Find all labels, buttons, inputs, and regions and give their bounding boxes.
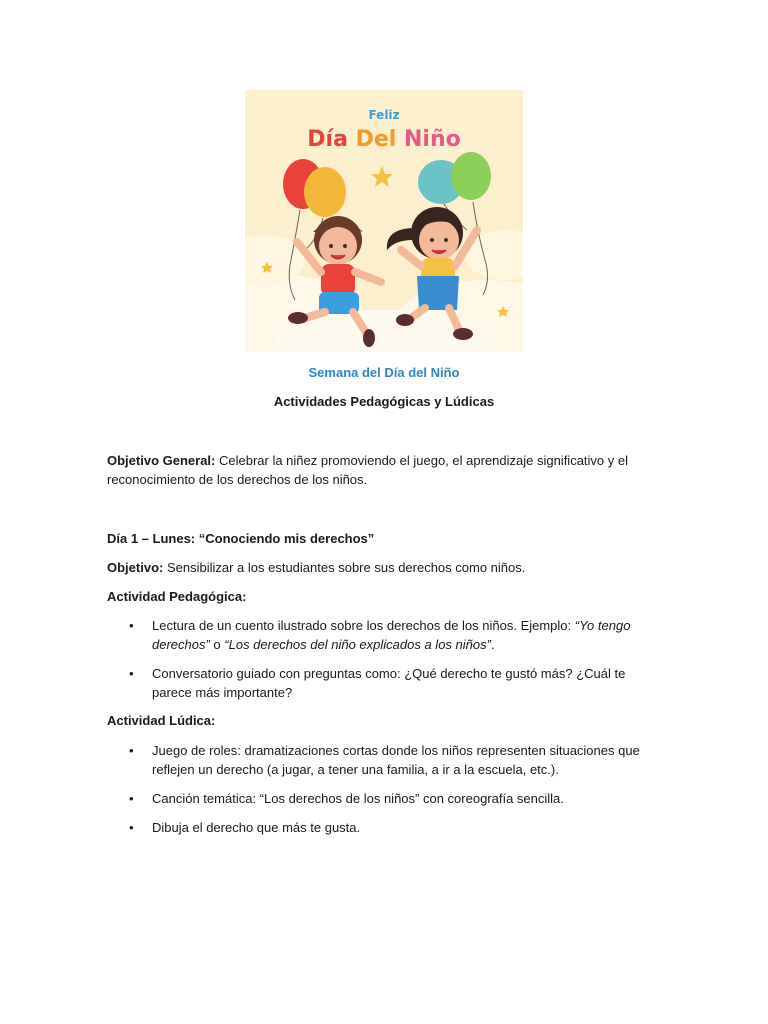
bullet-icon: • bbox=[129, 791, 134, 806]
list-item bbox=[107, 616, 647, 654]
yellow-balloon bbox=[304, 167, 346, 217]
list-item-text: Canción temática: “Los derechos de los niños” con coreografía sencilla. bbox=[152, 791, 564, 806]
bullet-icon: • bbox=[129, 743, 134, 758]
list-item-text: Juego de roles: dramatizaciones cortas donde los niños representen situaciones que reflejen un derecho (a jugar, a tener una familia, a ir a la escuela, etc.). bbox=[152, 743, 640, 777]
list-item bbox=[107, 789, 647, 808]
list-item bbox=[107, 664, 647, 702]
general-objective-paragraph bbox=[107, 451, 647, 489]
banner-line1: Feliz bbox=[368, 108, 400, 122]
green-balloon bbox=[451, 152, 491, 200]
list-item bbox=[107, 741, 647, 779]
ludic-activity-heading: Actividad Lúdica: bbox=[107, 713, 216, 728]
activities-title: Actividades Pedagógicas y Lúdicas bbox=[273, 394, 495, 409]
list-item-text: Dibuja el derecho que más te gusta. bbox=[152, 820, 361, 835]
kids-with-balloons-image bbox=[245, 90, 523, 352]
bullet-icon: • bbox=[129, 618, 134, 633]
bullet-icon: • bbox=[129, 820, 134, 835]
general-objective-label: Objetivo General: bbox=[107, 453, 216, 468]
day1-objective-label: Objetivo: bbox=[107, 560, 164, 575]
list-item bbox=[107, 818, 647, 837]
list-item-text: Lectura de un cuento ilustrado sobre los derechos de los niños. Ejemplo: “Yo tengo derechos” o “Los derechos del niño explicados a los niños”. bbox=[152, 618, 631, 652]
banner-line2: Día Del Niño bbox=[307, 127, 461, 152]
week-subtitle: Semana del Día del Niño bbox=[308, 365, 460, 380]
day1-heading: Día 1 – Lunes: “Conociendo mis derechos” bbox=[107, 531, 375, 546]
general-objective-text: Celebrar la niñez promoviendo el juego, el aprendizaje significativo y el reconocimiento de los derechos de los niños. bbox=[107, 453, 628, 487]
day1-objective-text: Sensibilizar a los estudiantes sobre sus derechos como niños. bbox=[163, 560, 526, 575]
star-icon bbox=[371, 166, 393, 187]
dia-del-nino-illustration bbox=[245, 90, 523, 352]
day1-objective-paragraph bbox=[107, 558, 647, 577]
list-item-text: Conversatorio guiado con preguntas como: ¿Qué derecho te gustó más? ¿Cuál te parece más importante? bbox=[152, 666, 626, 700]
bullet-icon: • bbox=[129, 666, 134, 681]
pedagogical-activity-heading: Actividad Pedagógica: bbox=[107, 589, 247, 604]
